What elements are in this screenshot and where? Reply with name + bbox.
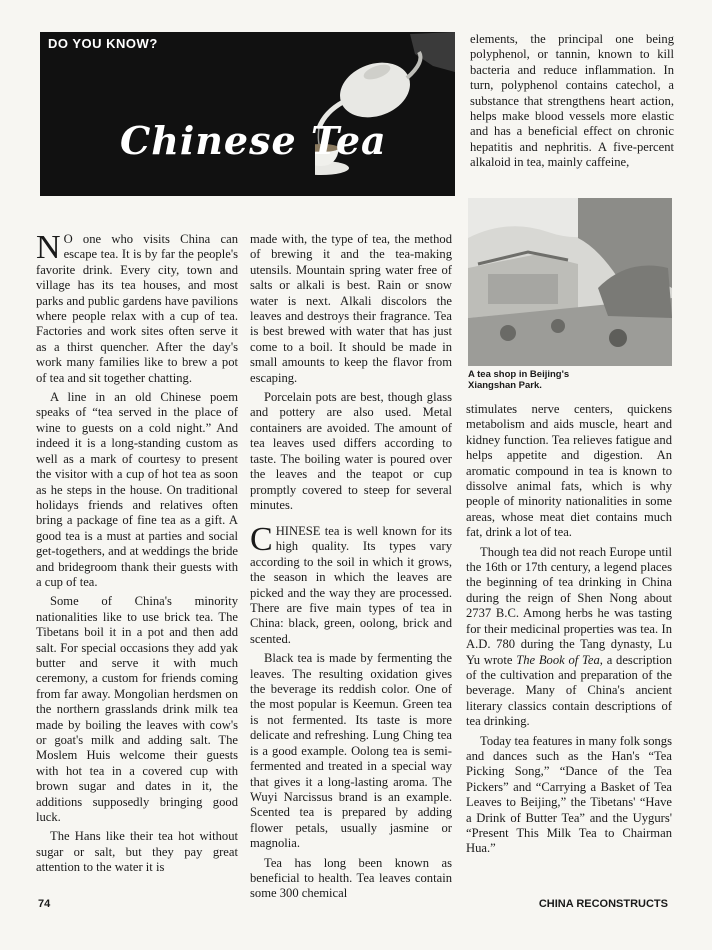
- lead-paragraph: [36, 229, 238, 386]
- paragraph: The Hans like their tea hot without sugar or salt, but they pay great attention to the water it is: [36, 829, 238, 875]
- paragraph: Some of China's minority nationalities like to use brick tea. The Tibetans boil it in a pot and then add salt. For special occasions they add yak butter and serve it with much ceremony, a custom for friends coming from far away. Mongolian herdsmen on the northern grasslands drink milk tea made by boiling the leaves with cow's or goat's milk and adding salt. The Moslem Huis welcome their guests with hot tea in a covered cup with brown sugar and dates in it, the additions supposedly bringing good luck.: [36, 594, 238, 825]
- paragraph: Porcelain pots are best, though glass and pottery are also used. Metal containers are avoided. The amount of tea leaves used differs according to taste. The boiling water is poured over the leaves and the teapot or cup promptly covered to steep for several minutes.: [250, 390, 452, 512]
- column-3: [466, 402, 672, 861]
- paragraph: elements, the principal one being polyphenol, or tannin, known to kill bacteria and reduce inflammation. In turn, polyphenol contains catechol, a substance that strengthens heart action, helps make blood vessels more elastic and has a beneficial effect on chronic hepatitis and nephritis. A five-percent alkaloid in tea, mainly caffeine,: [470, 32, 674, 170]
- paragraph-text: Though tea did not reach Europe until the 16th or 17th century, a legend places the beginning of tea drinking in China during the reign of Shen Nong about 2737 B.C. Among herbs he was tasting for their medicinal properties was tea. In A.D. 780 during the Tang dynasty, Lu Yu wrote: [466, 544, 672, 667]
- paragraph: Black tea is made by fermenting the leaves. The resulting oxidation gives the beverage its reddish color. One of the most popular is Keemun. Green tea is not fermented. Its taste is more delicate and refreshing. Lung Ching tea is a good example. Oolong tea is semi-fermented and treated in a special way that gives it a long-lasting aroma. The Wuyi Narcissus brand is an example. Scented tea is prepared by adding flower petals, usually jasmine or magnolia.: [250, 651, 452, 851]
- paragraph-text: O one who visits China can escape tea. It is by far the people's favorite drink. Every city, town and village has its tea houses, and most parks and public gardens have pavilions where people relax with a cup of tea. Factories and work sites often serve it as a thirst quencher. After the day's work many families like to brew a pot of tea and sit together chatting.: [36, 232, 238, 385]
- title-banner: [40, 32, 455, 196]
- paragraph: [466, 545, 672, 730]
- column-2: [250, 232, 452, 517]
- paragraph-text: HINESE tea is well known for its high quality. Its types vary according to the soil in which it grows, the season in which the leaves are picked and the way they are processed. There are five main types of tea in China: black, green, oolong, brick and scented.: [250, 524, 452, 646]
- paragraph: Tea has long been known as beneficial to health. Tea leaves contain some 300 chemical: [250, 855, 452, 901]
- column-2-section: [250, 521, 452, 906]
- paragraph: A line in an old Chinese poem speaks of “tea served in the place of wine to guests on a cold night.” And indeed it is a long-standing custom as well as a mark of courtesy to present the visitor with a cup of hot tea as soon as he steps in the house. On traditional holidays friends and relatives often bring a package of fine tea as a gift. A good tea is a must at parties and social get-togethers, and at weddings the bride and bridegroom thank their guests with a cup of tea.: [36, 390, 238, 589]
- banner-kicker: DO YOU KNOW?: [48, 36, 158, 51]
- tea-shop-image: [468, 198, 672, 366]
- photo-caption: A tea shop in Beijing's Xiangshan Park.: [468, 369, 570, 391]
- paragraph: Today tea features in many folk songs and dances such as the Han's “Tea Picking Song,” “Dance of the Tea Pickers” and “Carrying a Basket of Tea Leaves to Beijing,” the Tibetans' “Have a Drink of Butter Tea” and the Uygurs' “Present This Milk Tea to Chairman Hua.”: [466, 733, 672, 856]
- teapot-and-cup-illustration: [315, 32, 455, 196]
- column-1: [36, 229, 238, 880]
- book-title: The Book of Tea: [516, 652, 600, 667]
- column-3-top: [470, 32, 674, 175]
- drop-cap: C: [250, 521, 273, 558]
- lead-paragraph: [250, 521, 452, 647]
- tea-shop-photo: [468, 198, 672, 366]
- paragraph-text: , a description of the cultivation and preparation of the beverage. Many of China's ancient literary classics contain descriptions of tea drinking.: [466, 652, 672, 729]
- banner-title: Chinese Tea: [120, 118, 387, 163]
- paragraph: made with, the type of tea, the method of brewing it and the tea-making utensils. Mountain spring water free of salts or alkali is best. Rain or snow water is next. Alkali discolors the leaves and destroys their fragrance. Tea is best brewed with water that has just come to a boil. It should be made in small amounts to keep the flavor from escaping.: [250, 232, 452, 385]
- magazine-name: CHINA RECONSTRUCTS: [538, 898, 668, 910]
- paragraph: stimulates nerve centers, quickens metabolism and aids muscle, heart and kidney function. Tea relieves fatigue and helps appetite and digestion. An aromatic compound in tea is known to dissolve animal fats, which is why people of minority nationalities in some areas, whose meat diet contains much fat, drink a lot of tea.: [466, 402, 672, 540]
- page-number: 74: [38, 898, 51, 910]
- drop-cap: N: [36, 229, 61, 266]
